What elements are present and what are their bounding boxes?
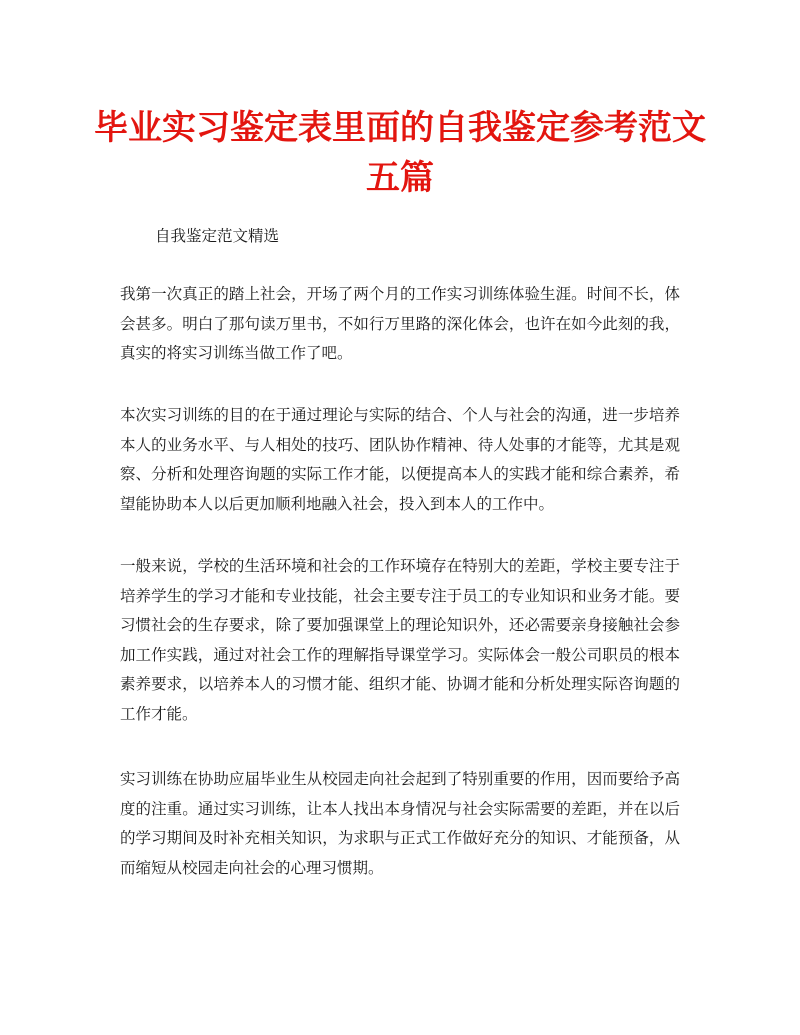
paragraph-2: 本次实习训练的目的在于通过理论与实际的结合、个人与社会的沟通，进一步培养本人的业务水平、与人相处的技巧、团队协作精神、待人处事的才能等，尤其是观察、分析和处理咨询题的实际工作才能，以便提高本人的实践才能和综合素养，希望能协助本人以后更加顺利地融入社会，投入到本人的工作中。 — [120, 406, 680, 513]
document-title: 毕业实习鉴定表里面的自我鉴定参考范文五篇 — [94, 108, 706, 198]
document-subtitle: 自我鉴定范文精选 — [155, 227, 280, 245]
paragraph-4: 实习训练在协助应届毕业生从校园走向社会起到了特别重要的作用，因而要给予高度的注重。通过实习训练，让本人找出本身情况与社会实际需要的差距，并在以后的学习期间及时补充相关知识，为求职与正式工作做好充分的知识、才能预备，从而缩短从校园走向社会的心理习惯期。 — [120, 770, 680, 877]
paragraph-3: 一般来说，学校的生活环境和社会的工作环境存在特别大的差距，学校主要专注于培养学生的学习才能和专业技能，社会主要专注于员工的专业知识和业务才能。要习惯社会的生存要求，除了要加强课堂上的理论知识外，还必需要亲身接触社会参加工作实践，通过对社会工作的理解指导课堂学习。实际体会一般公司职员的根本素养要求，以培养本人的习惯才能、组织才能、协调才能和分析处理实际咨询题的工作才能。 — [120, 557, 680, 723]
paragraph-1: 我第一次真正的踏上社会，开场了两个月的工作实习训练体验生涯。时间不长，体会甚多。明白了那句读万里书，不如行万里路的深化体会，也许在如今此刻的我，真实的将实习训练当做工作了吧。 — [120, 285, 680, 362]
